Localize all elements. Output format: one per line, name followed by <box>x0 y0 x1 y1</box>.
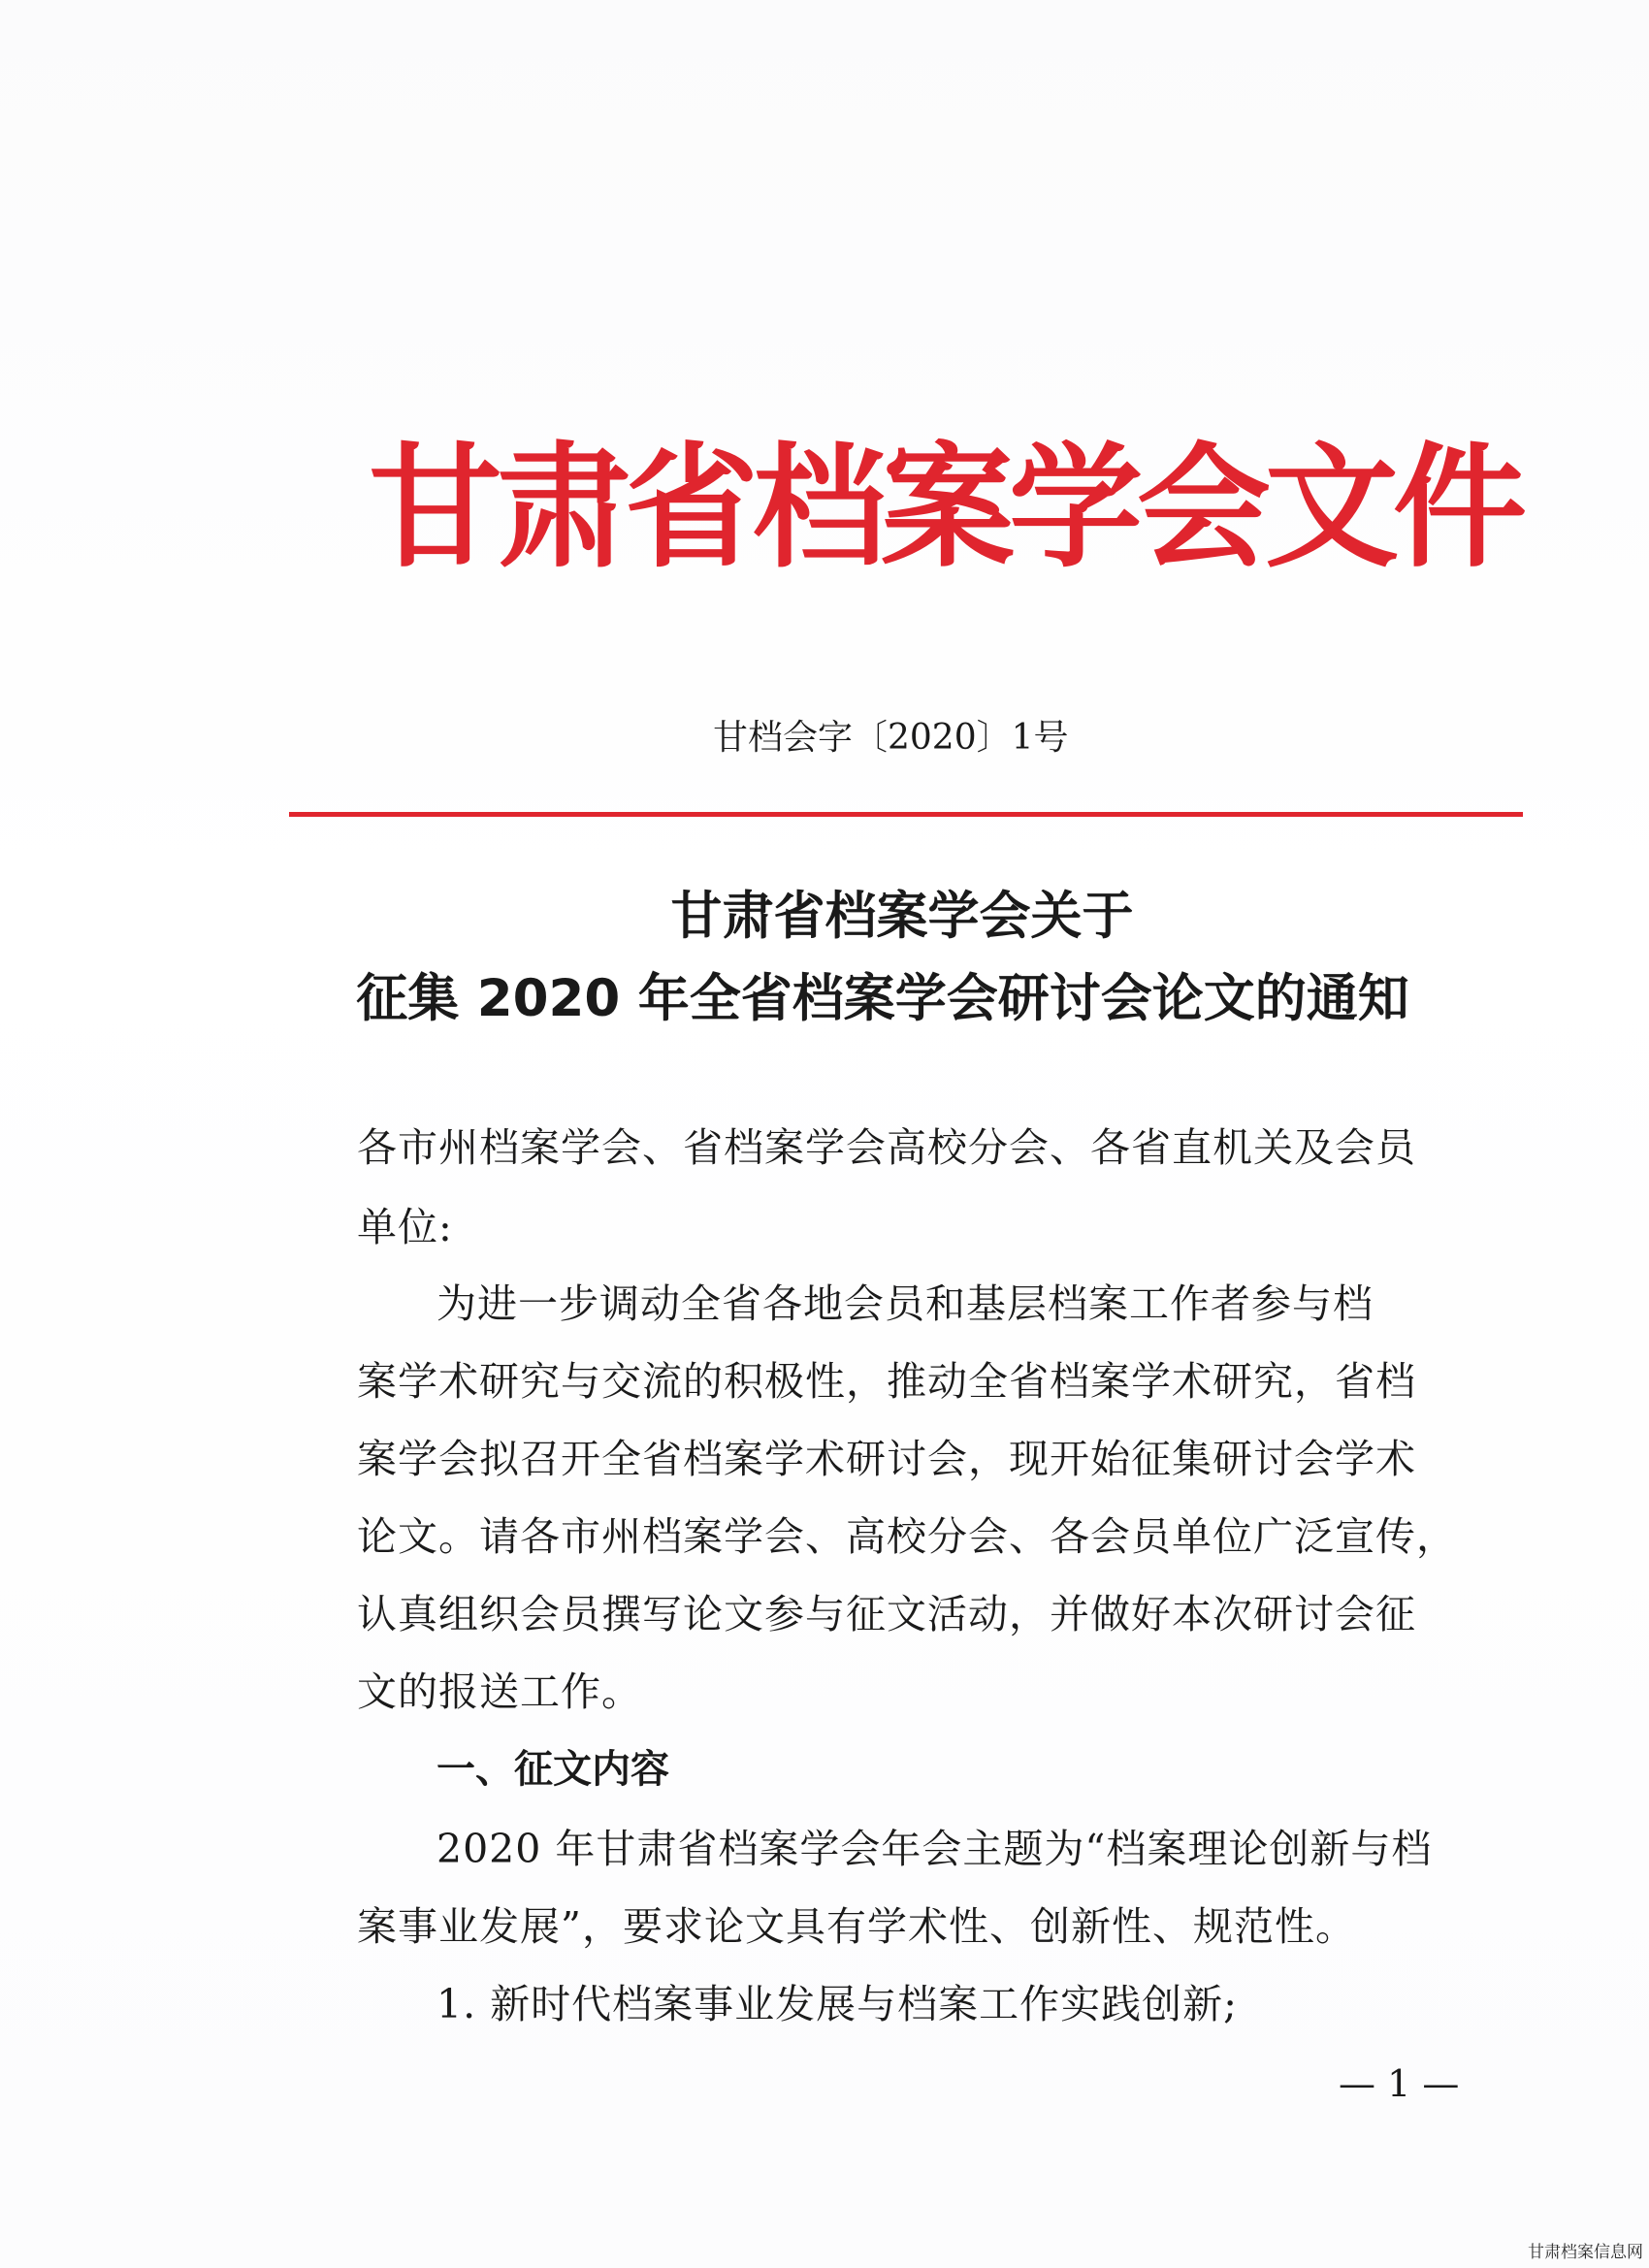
paragraph1-line: 案学会拟召开全省档案学术研讨会，现开始征集研讨会学术 <box>357 1436 1416 1482</box>
document-header-title: 甘肃省档案学会文件 <box>369 430 1522 586</box>
page-number: — 1 — <box>1339 2062 1460 2105</box>
section-heading-content: 一、征文内容 <box>436 1747 669 1792</box>
paragraph2-line: 2020 年甘肃省档案学会年会主题为“档案理论创新与档 <box>436 1826 1433 1872</box>
paragraph1-line: 案学术研究与交流的积极性，推动全省档案学术研究，省档 <box>357 1358 1416 1405</box>
notice-title-line-2: 征集 2020 年全省档案学会研讨会论文的通知 <box>356 969 1409 1028</box>
paragraph2-line: 案事业发展”，要求论文具有学术性、创新性、规范性。 <box>357 1903 1356 1950</box>
red-divider-line <box>289 812 1523 817</box>
addressee-line-2: 单位: <box>357 1204 453 1250</box>
notice-title-line-1: 甘肃省档案学会关于 <box>670 887 1134 946</box>
document-number: 甘档会字〔2020〕1号 <box>713 718 1069 758</box>
addressee-line-1: 各市州档案学会、省档案学会高校分会、各省直机关及会员 <box>357 1124 1416 1171</box>
show-through-texture <box>524 252 1187 302</box>
paragraph1-line: 认真组织会员撰写论文参与征文活动，并做好本次研讨会征 <box>357 1591 1416 1637</box>
paragraph1-line: 文的报送工作。 <box>357 1669 642 1715</box>
paragraph1-line: 论文。请各市州档案学会、高校分会、各会员单位广泛宣传， <box>357 1513 1457 1560</box>
paragraph1-line: 为进一步调动全省各地会员和基层档案工作者参与档 <box>436 1280 1374 1327</box>
site-watermark: 甘肃档案信息网 <box>1528 2243 1643 2262</box>
list-item-1: 1. 新时代档案事业发展与档案工作实践创新; <box>436 1981 1238 2027</box>
